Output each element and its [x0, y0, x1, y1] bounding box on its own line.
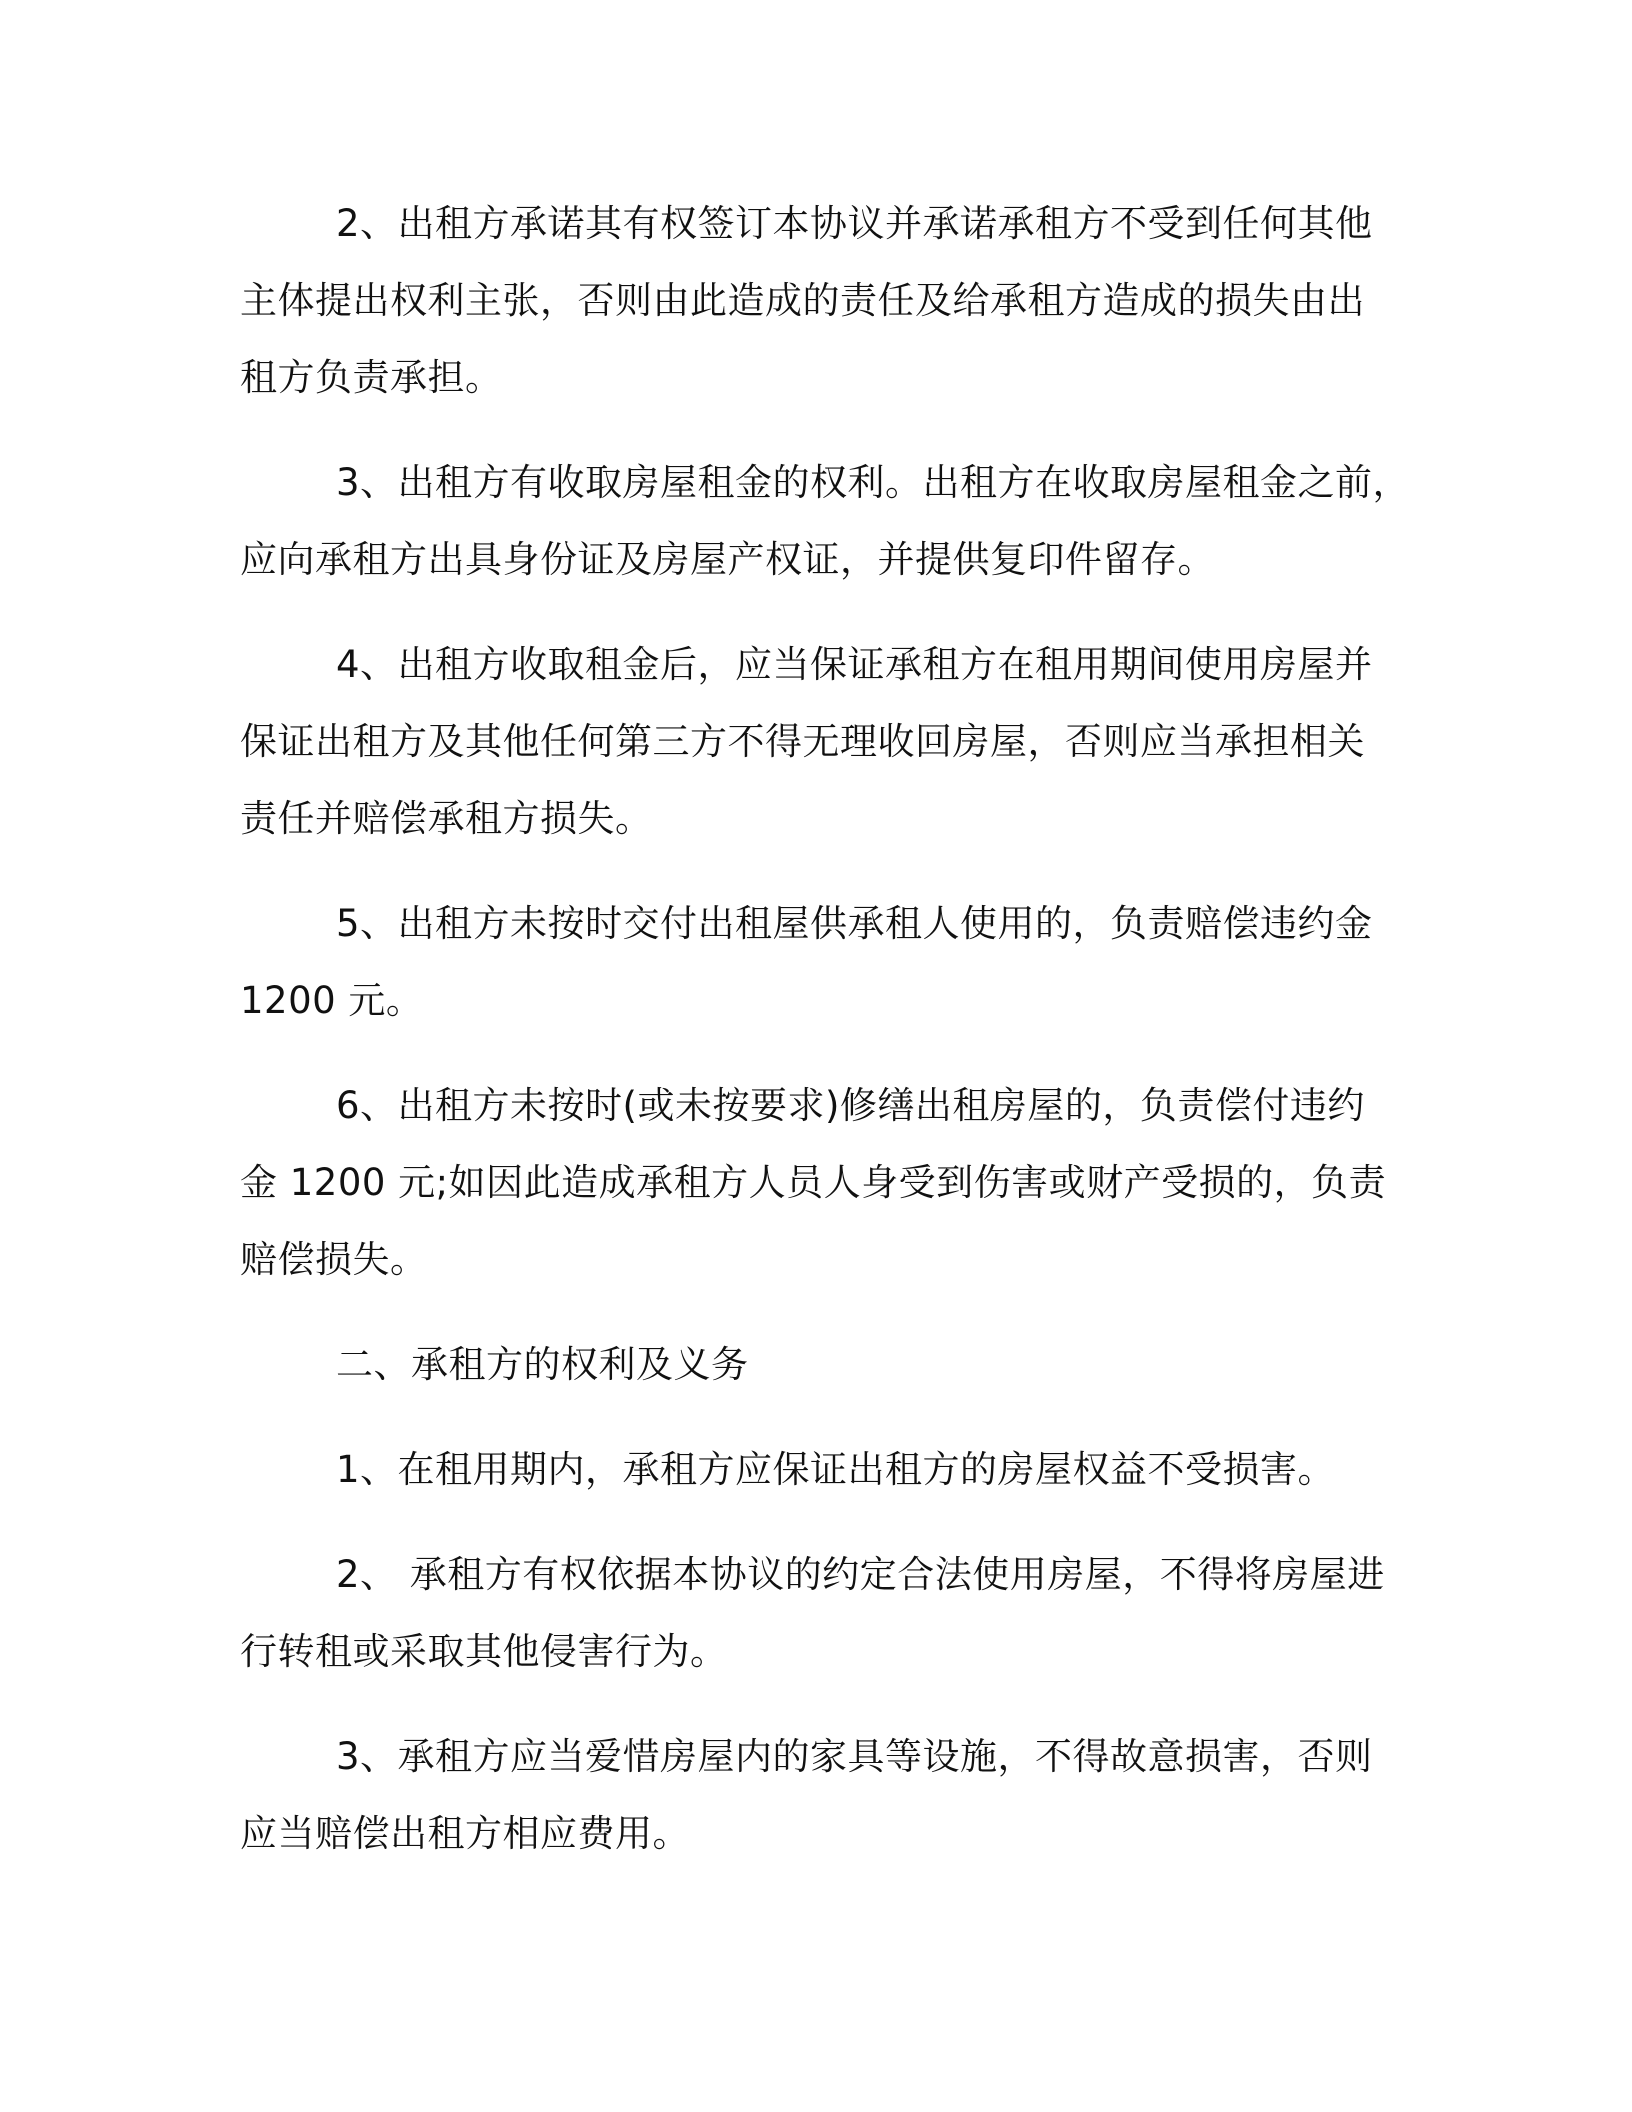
section-heading [240, 1326, 1380, 1403]
clause-3 [240, 444, 1411, 598]
clause-5 [240, 885, 1380, 1039]
text-line: 4、出租方收取租金后，应当保证承租方在租用期间使用房屋并 [336, 643, 1373, 686]
clause-2 [240, 185, 1380, 416]
text-line: 1200 元。 [240, 979, 424, 1022]
clause-6 [240, 1067, 1387, 1298]
clause-4 [240, 626, 1380, 857]
text-line: 行转租或采取其他侵害行为。 [240, 1630, 728, 1673]
tenant-clause-1 [240, 1431, 1380, 1508]
text-line: 3、承租方应当爱惜房屋内的家具等设施，不得故意损害，否则 [336, 1735, 1373, 1778]
text-line: 主体提出权利主张，否则由此造成的责任及给承租方造成的损失由出 [240, 279, 1365, 322]
section-title: 二、承租方的权利及义务 [336, 1343, 749, 1386]
text-line: 责任并赔偿承租方损失。 [240, 797, 653, 840]
text-line: 2、出租方承诺其有权签订本协议并承诺承租方不受到任何其他 [336, 202, 1373, 245]
text-line: 2、 承租方有权依据本协议的约定合法使用房屋，不得将房屋进 [336, 1553, 1385, 1596]
text-line: 应当赔偿出租方相应费用。 [240, 1812, 690, 1855]
text-line: 保证出租方及其他任何第三方不得无理收回房屋，否则应当承担相关 [240, 720, 1365, 763]
text-line: 金 1200 元;如因此造成承租方人员人身受到伤害或财产受损的，负责 [240, 1161, 1387, 1204]
text-line: 6、出租方未按时(或未按要求)修缮出租房屋的，负责偿付违约 [336, 1084, 1365, 1127]
tenant-clause-2 [240, 1536, 1385, 1690]
tenant-clause-3 [240, 1718, 1380, 1872]
document-body [240, 185, 1411, 1900]
text-line: 赔偿损失。 [240, 1238, 428, 1281]
text-line: 应向承租方出具身份证及房屋产权证，并提供复印件留存。 [240, 538, 1215, 581]
text-line: 3、出租方有收取房屋租金的权利。出租方在收取房屋租金之前， [336, 461, 1411, 504]
text-line: 租方负责承担。 [240, 356, 503, 399]
text-line: 5、出租方未按时交付出租屋供承租人使用的，负责赔偿违约金 [336, 902, 1373, 945]
text-line: 1、在租用期内，承租方应保证出租方的房屋权益不受损害。 [336, 1448, 1336, 1491]
